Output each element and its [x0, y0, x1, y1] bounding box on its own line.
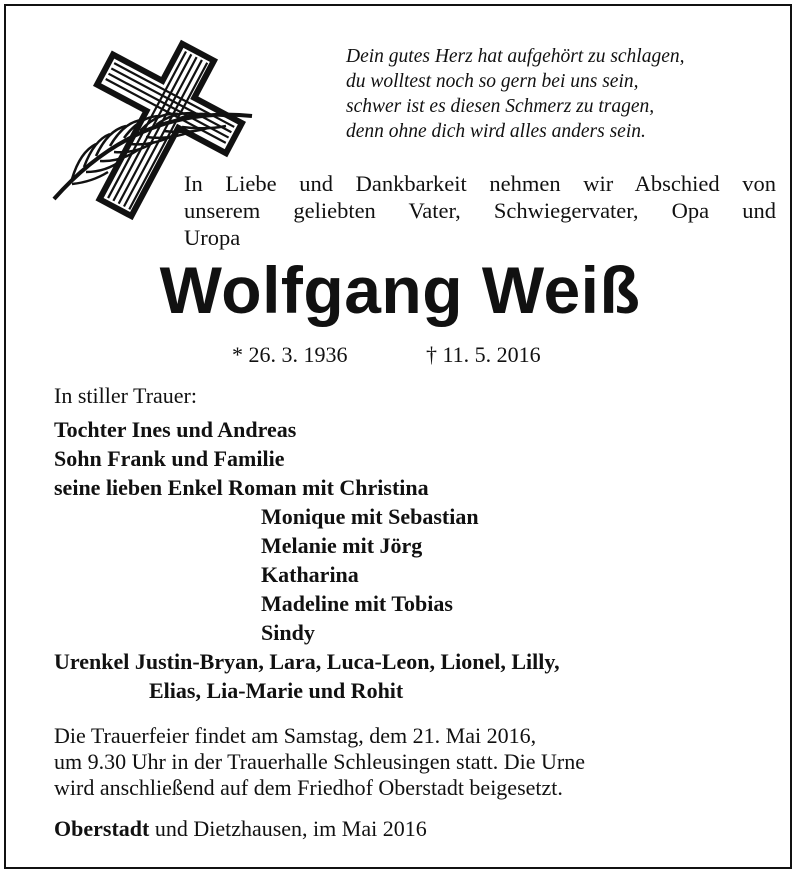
- ceremony-line: Die Trauerfeier findet am Samstag, dem 21. Mai 2016,: [54, 723, 537, 748]
- family-line: Monique mit Sebastian: [261, 504, 479, 529]
- ceremony-info: [54, 723, 585, 801]
- family-line: Melanie mit Jörg: [261, 533, 423, 558]
- death-date: † 11. 5. 2016: [426, 342, 541, 367]
- ceremony-line: um 9.30 Uhr in der Trauerhalle Schleusingen statt. Die Urne: [54, 749, 585, 774]
- family-list: [54, 415, 560, 705]
- intro-text: [184, 170, 776, 251]
- family-line: Tochter Ines und Andreas: [54, 417, 297, 442]
- intro-line: unserem geliebten Vater, Schwiegervater, Opa und: [184, 198, 776, 223]
- intro-line: Uropa: [184, 225, 241, 250]
- deceased-name: Wolfgang Weiß: [159, 253, 641, 327]
- family-line: Sohn Frank und Familie: [54, 446, 285, 471]
- family-line: Madeline mit Tobias: [261, 591, 453, 616]
- poem: [346, 44, 685, 144]
- poem-line: Dein gutes Herz hat aufgehört zu schlagen,: [346, 46, 685, 67]
- intro-line: In Liebe und Dankbarkeit nehmen wir Abschied von: [184, 171, 776, 196]
- poem-line: denn ohne dich wird alles anders sein.: [346, 121, 646, 142]
- family-line: Elias, Lia-Marie und Rohit: [149, 678, 404, 703]
- poem-line: schwer ist es diesen Schmerz zu tragen,: [346, 96, 655, 117]
- place-bold: Oberstadt: [54, 816, 150, 841]
- family-line: Sindy: [261, 620, 315, 645]
- family-line: seine lieben Enkel Roman mit Christina: [54, 475, 429, 500]
- ceremony-line: wird anschließend auf dem Friedhof Oberstadt beigesetzt.: [54, 775, 563, 800]
- poem-line: du wolltest noch so gern bei uns sein,: [346, 71, 639, 92]
- place-rest: und Dietzhausen, im Mai 2016: [149, 816, 427, 841]
- family-line: Katharina: [261, 562, 359, 587]
- place-date-line: [54, 816, 427, 842]
- family-line: Urenkel Justin-Bryan, Lara, Luca-Leon, Lionel, Lilly,: [54, 649, 560, 674]
- birth-date: * 26. 3. 1936: [232, 342, 348, 367]
- mourning-heading: In stiller Trauer:: [54, 383, 197, 408]
